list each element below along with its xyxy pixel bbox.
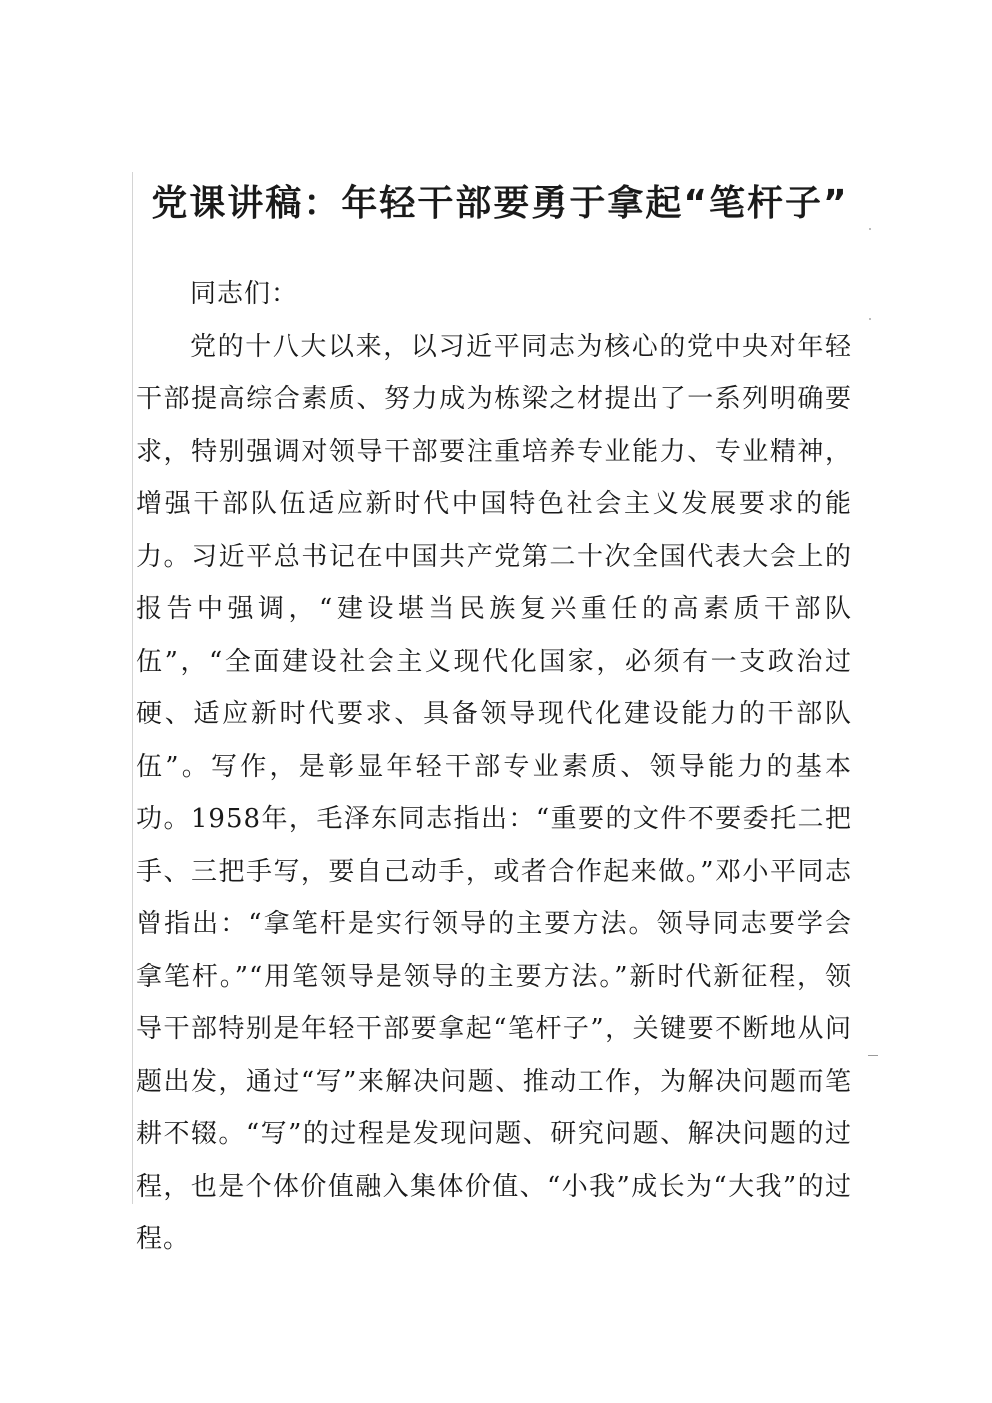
left-margin-line [132, 172, 133, 1204]
body-paragraph: 党的十八大以来，以习近平同志为核心的党中央对年轻干部提高综合素质、努力成为栋梁之材提出了一系列明确要求，特别强调对领导干部要注重培养专业能力、专业精神，增强干部队伍适应新时代中国特色社会主义发展要求的能力。习近平总书记在中国共产党第二十次全国代表大会上的报告中强调，“建设堪当民族复兴重任的高素质干部队伍”，“全面建设社会主义现代化国家，必须有一支政治过硬、适应新时代要求、具备领导现代化建设能力的干部队伍”。写作，是彰显年轻干部专业素质、领导能力的基本功。1958年，毛泽东同志指出：“重要的文件不要委托二把手、三把手写，要自己动手，或者合作起来做。”邓小平同志曾指出：“拿笔杆是实行领导的主要方法。领导同志要学会拿笔杆。”“用笔领导是领导的主要方法。”新时代新征程，领导干部特别是年轻干部要拿起“笔杆子”，关键要不断地从问题出发，通过“写”来解决问题、推动工作，为解决问题而笔耕不辍。“写”的过程是发现问题、研究问题、解决问题的过程，也是个体价值融入集体价值、“小我”成长为“大我”的过程。 [136, 331, 852, 1254]
document-title: 党课讲稿：年轻干部要勇于拿起“笔杆子” [151, 183, 849, 224]
right-margin-dash [868, 1055, 878, 1056]
right-margin-mark [869, 318, 871, 320]
right-margin-mark [869, 228, 871, 230]
document-body [136, 268, 852, 1266]
salutation: 同志们： [190, 279, 299, 309]
